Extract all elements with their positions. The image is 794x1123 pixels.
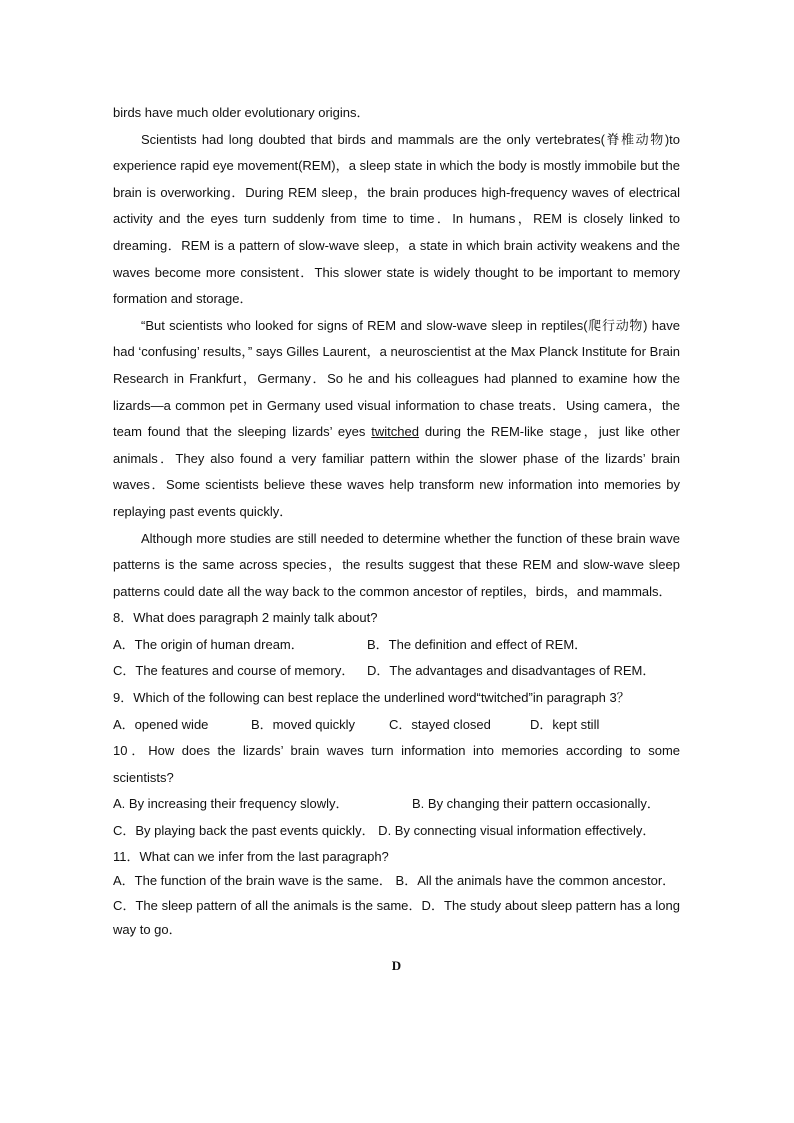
question-10-stem: 10．How does the lizards’ brain waves turn information into memories according to some scientists? [113, 743, 680, 785]
question-8-option-a: A．The origin of human dream． [113, 636, 304, 652]
underlined-word: twitched [371, 424, 419, 440]
question-10-options-cd: C．By playing back the past events quickly． D. By connecting visual information effectively． [113, 823, 656, 839]
paragraph-2-text-end: during the REM-like stage，just like other animals．They also found a very familiar pattern within the slower phase of the lizards’ brain waves．Some scientists believe these waves help transform new information into memories by replaying past events quickly． [113, 424, 681, 519]
question-9-option-a: A．opened wide [113, 716, 209, 732]
question-9-option-d: D．kept still [530, 716, 600, 732]
next-section-heading: D [391, 958, 402, 973]
passage-paragraph-3: Although more studies are still needed to determine whether the function of these brain wave patterns is the same across species，the results suggest that these REM and slow-wave sleep patterns could date all the way back to the common ancestor of reptiles，birds，and mammals． [113, 530, 680, 599]
question-10-option-a: A. By increasing their frequency slowly． [113, 796, 349, 812]
question-10-options-row-1 [113, 791, 680, 818]
question-8-options-row-1 [113, 632, 680, 659]
passage-paragraph-1: Scientists had long doubted that birds and mammals are the only vertebrates(脊椎动物)to experience rapid eye movement(REM)，a sleep state in which the body is mostly immobile but the brain is overworking．During REM sleep，the brain produces high-frequency waves of electrical activity and the eyes turn suddenly from time to time．In humans，REM is closely linked to dreaming．REM is a pattern of slow-wave sleep，a state in which brain activity weakens and the waves become more consistent．This slower state is widely thought to be important to memory formation and storage． [113, 131, 680, 307]
question-10-option-b: B. By changing their pattern occasionally． [412, 796, 660, 812]
question-9-option-c: C．stayed closed [389, 716, 491, 732]
paragraph-2-text-start: “But scientists who looked for signs of REM and slow-wave sleep in reptiles(爬行动物) have had ‘confusing’ results，” says Gilles Laurent，a neuroscientist at the Max Planck Institute for Brain Research in Frankfurt，Germany．So he and his colleagues had planned to examine how the lizards—a common pet in Germany used visual information to chase treats．Using camera，the team found that the sleeping lizards’ eyes [113, 317, 680, 440]
question-11-options-ab: A．The function of the brain wave is the same． B．All the animals have the common ancestor． [113, 873, 676, 889]
passage-paragraph-0: birds have much older evolutionary origins． [113, 105, 370, 120]
question-11-options-cd: C．The sleep pattern of all the animals is the same．D．The study about sleep pattern has a long way to go． [113, 897, 680, 938]
question-8-stem: 8．What does paragraph 2 mainly talk about? [113, 610, 378, 626]
question-8-options-row-2 [113, 658, 680, 685]
question-8-option-b: B．The definition and effect of REM． [367, 636, 588, 652]
question-9-options [113, 712, 680, 739]
passage-paragraph-2 [113, 313, 680, 526]
question-8-option-c: C．The features and course of memory． [113, 663, 355, 679]
question-11-stem: 11．What can we infer from the last paragraph? [113, 848, 389, 864]
document-body [113, 100, 680, 980]
question-8-option-d: D．The advantages and disadvantages of REM． [367, 663, 656, 679]
question-9-option-b: B．moved quickly [251, 716, 356, 732]
question-9-stem: 9．Which of the following can best replace the underlined word“twitched”in paragraph 3？ [113, 690, 630, 706]
